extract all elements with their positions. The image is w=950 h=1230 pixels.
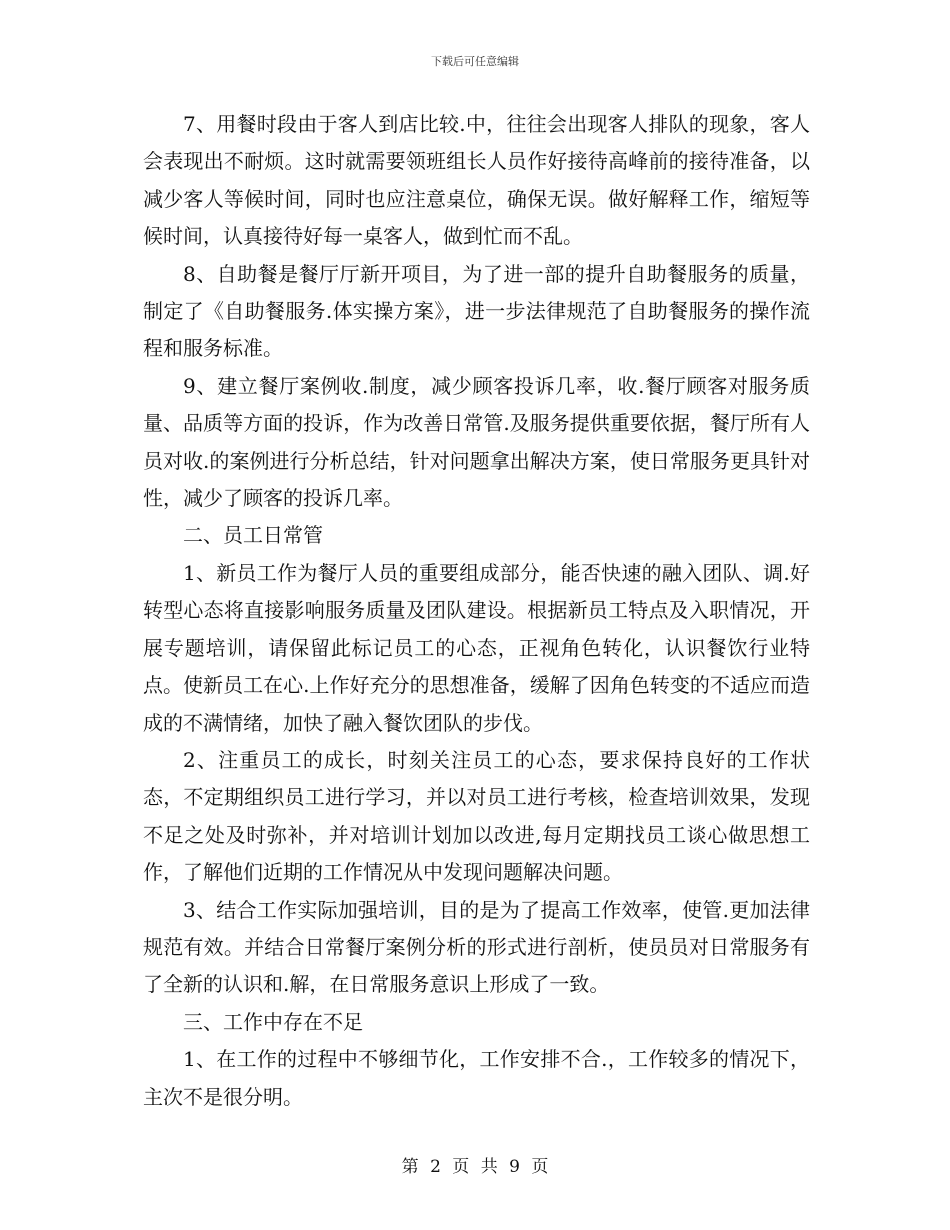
page-number: 第 2 页 共 9 页 [401, 1157, 549, 1177]
section-heading-staff-management: 二、员工日常管 [183, 523, 323, 548]
paragraph-1-new-staff: 1、新员工作为餐厅人员的重要组成部分，能否快速的融入团队、调.好转型心态将直接影响服务质量及团队建设。根据新员工特点及入职情况，开展专题培训，请保留此标记员工的心态，正视角色转化，认识餐饮行业特点。使新员工在心.上作好充分的思想准备，缓解了因角色转变的不适应而造成的不满情绪，加快了融入餐饮团队的步伐。 [143, 560, 810, 735]
document-body [143, 106, 810, 1116]
paragraph-1-detail: 1、在工作的过程中不够细节化，工作安排不合.，工作较多的情况下，主次不是很分明。 [143, 1047, 810, 1109]
paragraph-3-training: 3、结合工作实际加强培训，目的是为了提高工作效率，使管.更加法律规范有效。并结合日常餐厅案例分析的形式进行剖析，使员员对日常服务有了全新的认识和.解，在日常服务意识上形成了一致。 [143, 897, 810, 997]
paragraph-9-case-collection: 9、建立餐厅案例收.制度，减少顾客投诉几率，收.餐厅顾客对服务质量、品质等方面的投诉，作为改善日常管.及服务提供重要依据，餐厅所有人员对收.的案例进行分析总结，针对问题拿出解决方案，使日常服务更具针对性，减少了顾客的投诉几率。 [143, 373, 810, 511]
section-heading-shortcomings: 三、工作中存在不足 [183, 1009, 363, 1034]
paragraph-7-queue: 7、用餐时段由于客人到店比较.中，往往会出现客人排队的现象，客人会表现出不耐烦。这时就需要领班组长人员作好接待高峰前的接待准备，以减少客人等候时间，同时也应注意桌位，确保无误。做好解释工作，缩短等候时间，认真接待好每一桌客人，做到忙而不乱。 [143, 112, 810, 249]
paragraph-8-buffet: 8、自助餐是餐厅厅新开项目，为了进一部的提升自助餐服务的质量，制定了《自助餐服务.体实操方案》，进一步法律规范了自助餐服务的操作流程和服务标准。 [143, 261, 810, 361]
page-header: 下载后可任意编辑 [431, 55, 519, 68]
paragraph-2-staff-growth: 2、注重员工的成长，时刻关注员工的心态，要求保持良好的工作状态，不定期组织员工进行学习，并以对员工进行考核，检查培训效果，发现不足之处及时弥补，并对培训计划加以改进,每月定期找员工谈心做思想工作，了解他们近期的工作情况从中发现问题解决问题。 [143, 747, 810, 885]
